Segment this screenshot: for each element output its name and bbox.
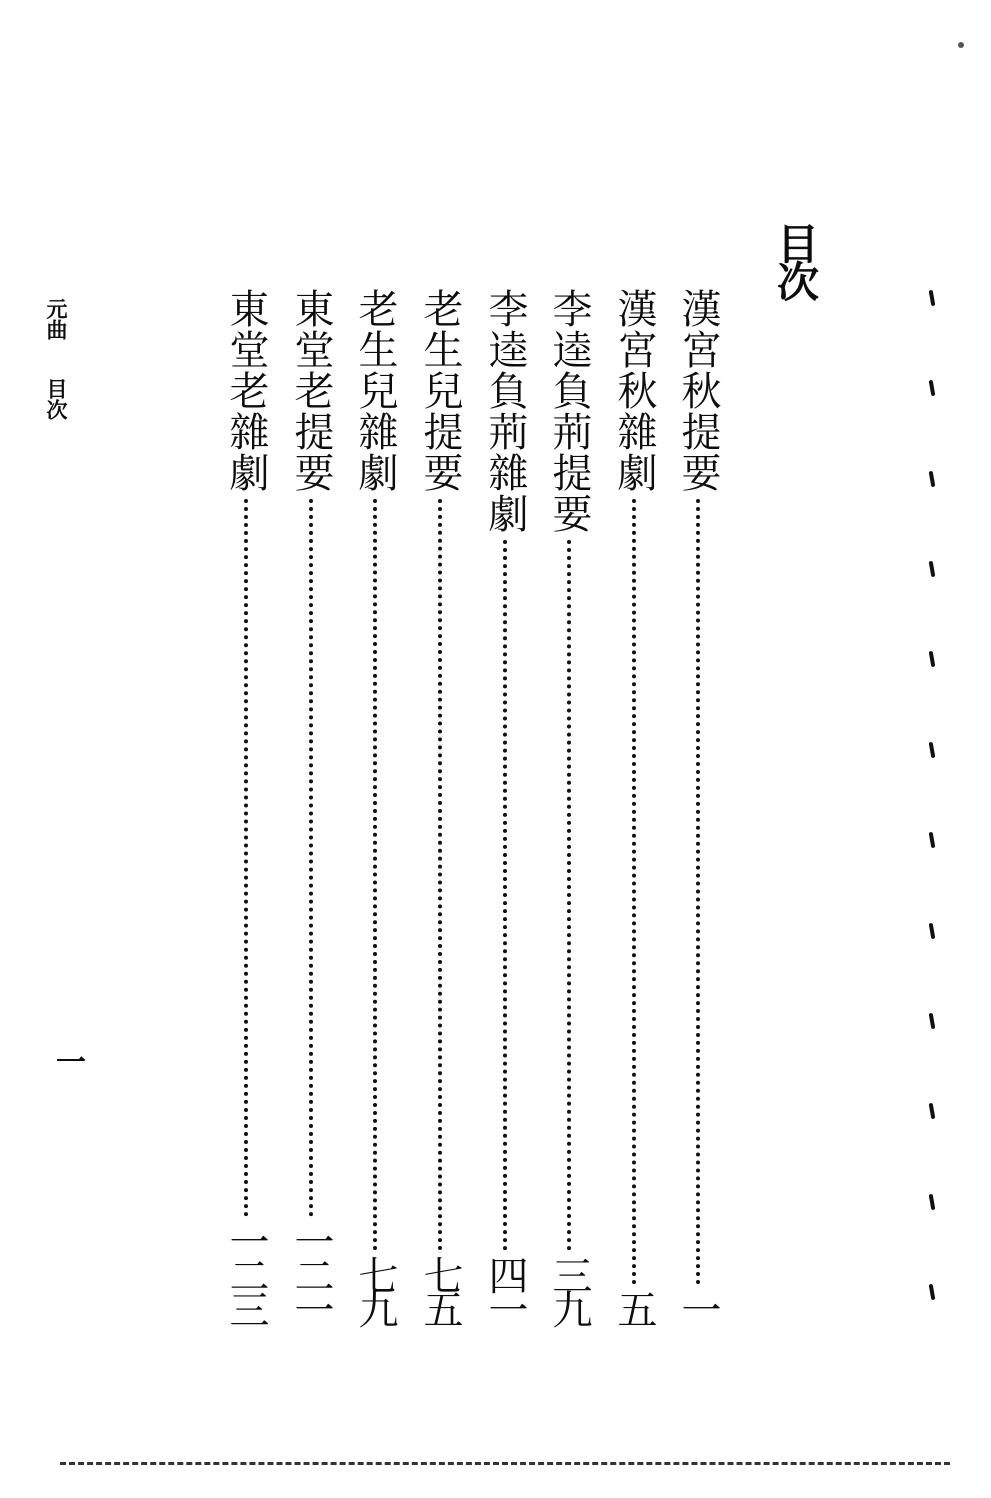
dot-leader: [696, 499, 700, 1285]
dot-leader: [373, 499, 377, 1251]
binding-mark: [929, 561, 936, 577]
dot-leader: [309, 499, 313, 1217]
bottom-rule: [60, 1462, 950, 1465]
toc-entry[interactable]: [224, 288, 268, 1323]
entry-page-number: 一: [675, 1289, 721, 1323]
dot-leader: [244, 499, 248, 1217]
dot-leader: [632, 499, 636, 1285]
binding-mark: [929, 290, 936, 306]
entry-page-number: 三九: [546, 1255, 592, 1323]
entry-page-number: 七九: [352, 1255, 398, 1323]
binding-mark: [929, 1103, 936, 1119]
toc-entry[interactable]: [612, 288, 656, 1323]
entry-title: 東堂老雜劇: [223, 288, 269, 493]
entry-title: 漢宮秋雜劇: [611, 288, 657, 493]
dot-leader: [567, 540, 571, 1251]
dot-leader: [503, 540, 507, 1251]
running-head-section: 目次: [44, 378, 68, 420]
toc-entry[interactable]: [547, 288, 591, 1323]
entry-title: 漢宮秋提要: [675, 288, 721, 493]
binding-mark: [929, 832, 936, 848]
entry-page-number: 四一: [482, 1255, 528, 1323]
entry-page-number: 一二三: [223, 1221, 269, 1323]
binding-mark: [929, 470, 936, 486]
entry-title: 李逵負荊雜劇: [482, 288, 528, 534]
scan-speck: [958, 42, 964, 48]
running-head: [44, 298, 68, 420]
page-number: 一: [50, 1046, 85, 1076]
entry-page-number: 五: [611, 1289, 657, 1323]
toc-entry[interactable]: [418, 288, 462, 1323]
binding-mark: [929, 1284, 936, 1300]
toc-entry[interactable]: [676, 288, 720, 1323]
dot-leader: [438, 499, 442, 1251]
binding-mark: [929, 380, 936, 396]
toc-entry[interactable]: [353, 288, 397, 1323]
entry-title: 東堂老提要: [288, 288, 334, 493]
binding-mark: [929, 1013, 936, 1029]
binding-marks: [912, 290, 952, 1300]
entry-page-number: 一二一: [288, 1221, 334, 1323]
running-head-book: 元曲: [44, 298, 68, 340]
entry-title: 老生兒雜劇: [352, 288, 398, 493]
toc-entry[interactable]: [483, 288, 527, 1323]
binding-mark: [929, 651, 936, 667]
page-title: 目次: [771, 222, 820, 298]
binding-mark: [929, 1193, 936, 1209]
entry-page-number: 七五: [417, 1255, 463, 1323]
entry-title: 老生兒提要: [417, 288, 463, 493]
entry-title: 李逵負荊提要: [546, 288, 592, 534]
binding-mark: [929, 742, 936, 758]
binding-mark: [929, 922, 936, 938]
toc-entry[interactable]: [289, 288, 333, 1323]
